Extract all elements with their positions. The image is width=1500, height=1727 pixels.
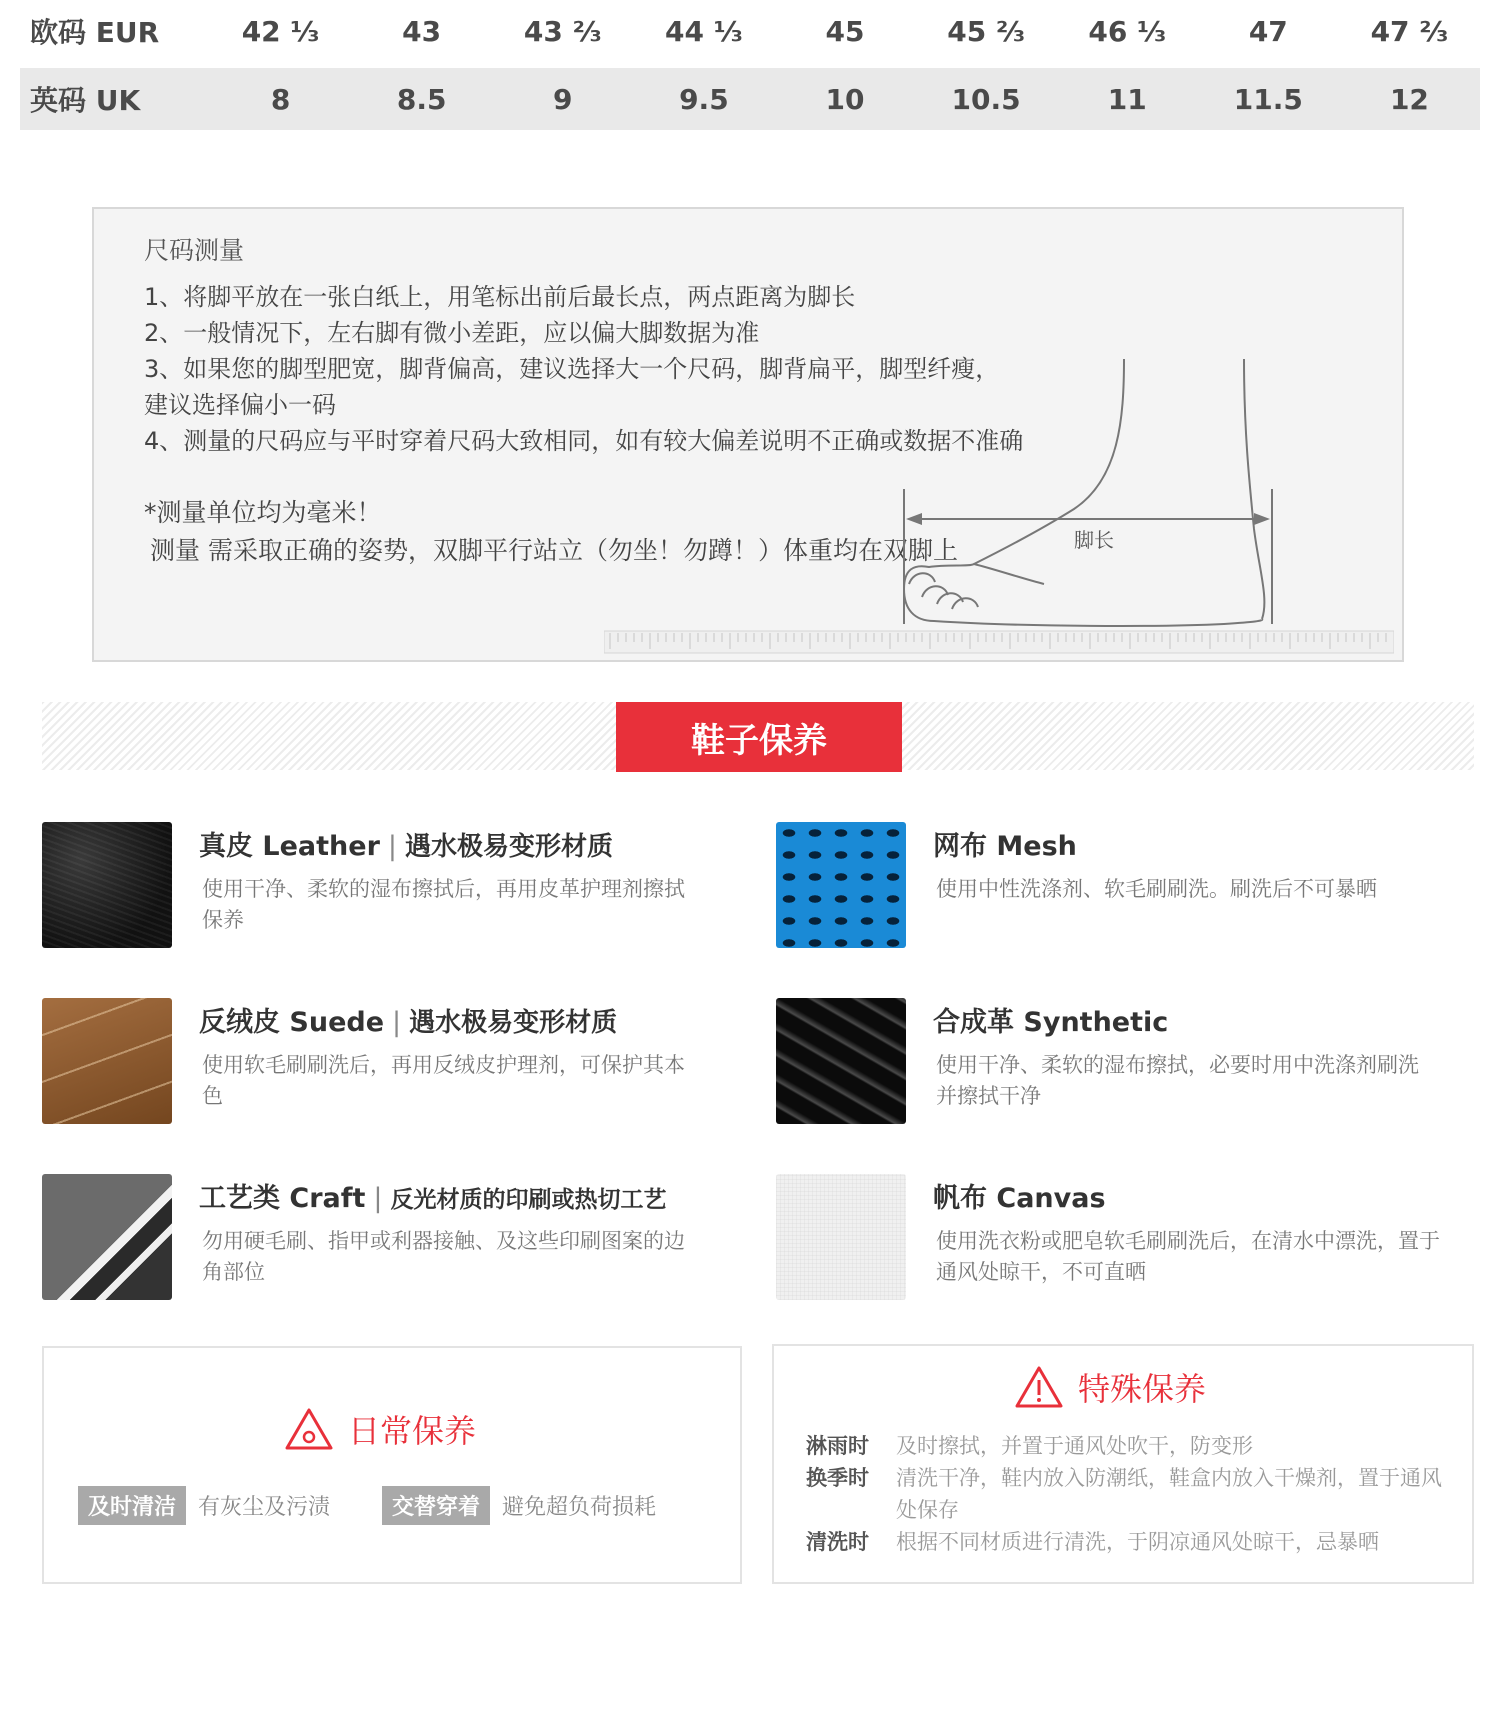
- material-name: 网布 Mesh: [933, 831, 1077, 862]
- special-care-row: [806, 1462, 1456, 1526]
- material-heading: [933, 1176, 1106, 1215]
- mesh-swatch: [776, 822, 906, 948]
- material-name: 工艺类 Craft: [199, 1183, 366, 1214]
- synthetic-swatch: [776, 998, 906, 1124]
- material-heading: [933, 824, 1077, 863]
- material-name: 帆布 Canvas: [933, 1183, 1106, 1214]
- material-canvas: [776, 1174, 1456, 1304]
- leather-swatch: [42, 822, 172, 948]
- material-description: 使用干净、柔软的湿布擦拭，必要时用中洗涤剂刷洗并擦拭干净: [936, 1053, 1419, 1108]
- material-name: 合成革 Synthetic: [933, 1007, 1169, 1038]
- foot-length-label: 脚长: [1074, 528, 1114, 552]
- material-craft: [42, 1174, 722, 1304]
- uk-size-cell: 9.5: [679, 82, 729, 116]
- care-banner-title: 鞋子保养: [616, 702, 902, 772]
- separator: |: [392, 1007, 402, 1038]
- eur-size-row: [20, 0, 1480, 62]
- material-description: 勿用硬毛刷、指甲或利器接触、及这些印刷图案的边角部位: [202, 1229, 685, 1284]
- care-tag: 交替穿着: [382, 1486, 490, 1525]
- material-name: 反绒皮 Suede: [199, 1007, 385, 1038]
- eur-size-cell: 45 ⅔: [947, 14, 1025, 48]
- uk-size-label: 英码 UK: [30, 84, 141, 117]
- special-care-key: 清洗时: [806, 1530, 869, 1554]
- separator: |: [373, 1183, 383, 1214]
- uk-size-cell: 8: [270, 82, 291, 116]
- eur-size-cell: 46 ⅓: [1088, 14, 1167, 48]
- daily-care-tags: [78, 1486, 656, 1525]
- measurement-unit-note: *测量单位均为毫米！: [144, 498, 382, 527]
- special-care-row: [806, 1430, 1456, 1462]
- uk-size-cell: 10: [825, 82, 865, 116]
- material-heading: [199, 1176, 667, 1215]
- special-care-value: 及时擦拭，并置于通风处吹干，防变形: [896, 1434, 1253, 1458]
- eur-size-cell: 43: [402, 14, 442, 48]
- special-care-panel: [772, 1344, 1474, 1584]
- uk-size-row: [20, 68, 1480, 130]
- daily-care-heading: [284, 1406, 476, 1452]
- special-care-value: 根据不同材质进行清洗，于阴凉通风处晾干，忌暴晒: [896, 1530, 1379, 1554]
- warning-triangle-icon: [284, 1407, 334, 1451]
- daily-care-panel: [42, 1346, 742, 1584]
- eur-size-cell: 47: [1248, 14, 1288, 48]
- suede-swatch: [42, 998, 172, 1124]
- uk-size-cell: 9: [553, 82, 573, 116]
- measurement-step: 2、一般情况下，左右脚有微小差距，应以偏大脚数据为准: [144, 319, 760, 347]
- uk-size-cells: [210, 83, 1480, 116]
- material-suede: [42, 998, 722, 1128]
- special-care-title: 特殊保养: [1078, 1370, 1207, 1408]
- material-warning: 遇水极易变形材质: [405, 832, 614, 862]
- daily-care-title: 日常保养: [348, 1412, 477, 1450]
- material-description: 使用干净、柔软的湿布擦拭后，再用皮革护理剂擦拭保养: [202, 877, 685, 932]
- care-tag: 及时清洁: [78, 1486, 186, 1525]
- eur-size-cell: 42 ⅓: [241, 14, 320, 48]
- measurement-posture-note: 测量 需采取正确的姿势，双脚平行站立（勿坐！勿蹲！）体重均在双脚上: [150, 536, 958, 565]
- material-heading: [933, 1000, 1168, 1039]
- material-heading: [199, 1000, 617, 1039]
- eur-size-cell: 45: [825, 14, 865, 48]
- material-description: 使用中性洗涤剂、软毛刷刷洗。刷洗后不可暴晒: [936, 877, 1377, 901]
- special-care-row: [806, 1526, 1456, 1558]
- material-description: 使用软毛刷刷洗后，再用反绒皮护理剂，可保护其本色: [202, 1053, 685, 1108]
- special-care-key: 换季时: [806, 1466, 869, 1490]
- material-warning: 遇水极易变形材质: [409, 1008, 618, 1038]
- measurement-step: 4、测量的尺码应与平时穿着尺码大致相同，如有较大偏差说明不正确或数据不准确: [144, 427, 1024, 455]
- measurement-step: 建议选择偏小一码: [144, 391, 336, 419]
- eur-size-cell: 47 ⅔: [1370, 14, 1449, 48]
- eur-size-label: 欧码 EUR: [30, 16, 160, 49]
- eur-size-cell: 44 ⅓: [665, 14, 743, 48]
- uk-size-cell: 12: [1389, 82, 1429, 116]
- care-tag-text: 避免超负荷损耗: [502, 1495, 657, 1520]
- care-tag-text: 有灰尘及污渍: [198, 1495, 331, 1520]
- measurement-step: 3、如果您的脚型肥宽，脚背偏高，建议选择大一个尺码，脚背扁平，脚型纤瘦，: [144, 355, 1000, 383]
- material-mesh: [776, 822, 1456, 952]
- special-care-key: 淋雨时: [806, 1434, 869, 1458]
- special-care-heading: [1014, 1364, 1206, 1410]
- uk-size-cell: 11.5: [1233, 82, 1303, 116]
- uk-size-cell: 8.5: [396, 82, 447, 116]
- foot-length-diagram: [604, 359, 1394, 659]
- separator: |: [387, 831, 398, 862]
- uk-size-cell: 11: [1107, 82, 1147, 116]
- care-tag-pair: [382, 1486, 656, 1525]
- special-care-list: [806, 1430, 1456, 1558]
- canvas-swatch: [776, 1174, 906, 1300]
- measurement-step: 1、将脚平放在一张白纸上，用笔标出前后最长点，两点距离为脚长: [144, 283, 856, 311]
- special-care-value: 清洗干净，鞋内放入防潮纸，鞋盒内放入干燥剂，置于通风处保存: [896, 1466, 1442, 1522]
- size-measurement-panel: [92, 207, 1404, 662]
- eur-size-cells: [210, 15, 1480, 48]
- warning-triangle-icon: [1014, 1365, 1064, 1409]
- material-name: 真皮 Leather: [199, 831, 380, 862]
- material-leather: [42, 822, 722, 952]
- uk-size-cell: 10.5: [951, 82, 1021, 116]
- material-description: 使用洗衣粉或肥皂软毛刷刷洗后，在清水中漂洗，置于通风处晾干，不可直晒: [936, 1229, 1440, 1284]
- material-warning: 反光材质的印刷或热切工艺: [390, 1187, 667, 1213]
- eur-size-cell: 43 ⅔: [523, 14, 602, 48]
- care-tag-pair: [78, 1486, 330, 1525]
- measurement-title: 尺码测量: [144, 236, 245, 265]
- material-heading: [199, 824, 613, 863]
- craft-swatch: [42, 1174, 172, 1300]
- material-synthetic: [776, 998, 1456, 1128]
